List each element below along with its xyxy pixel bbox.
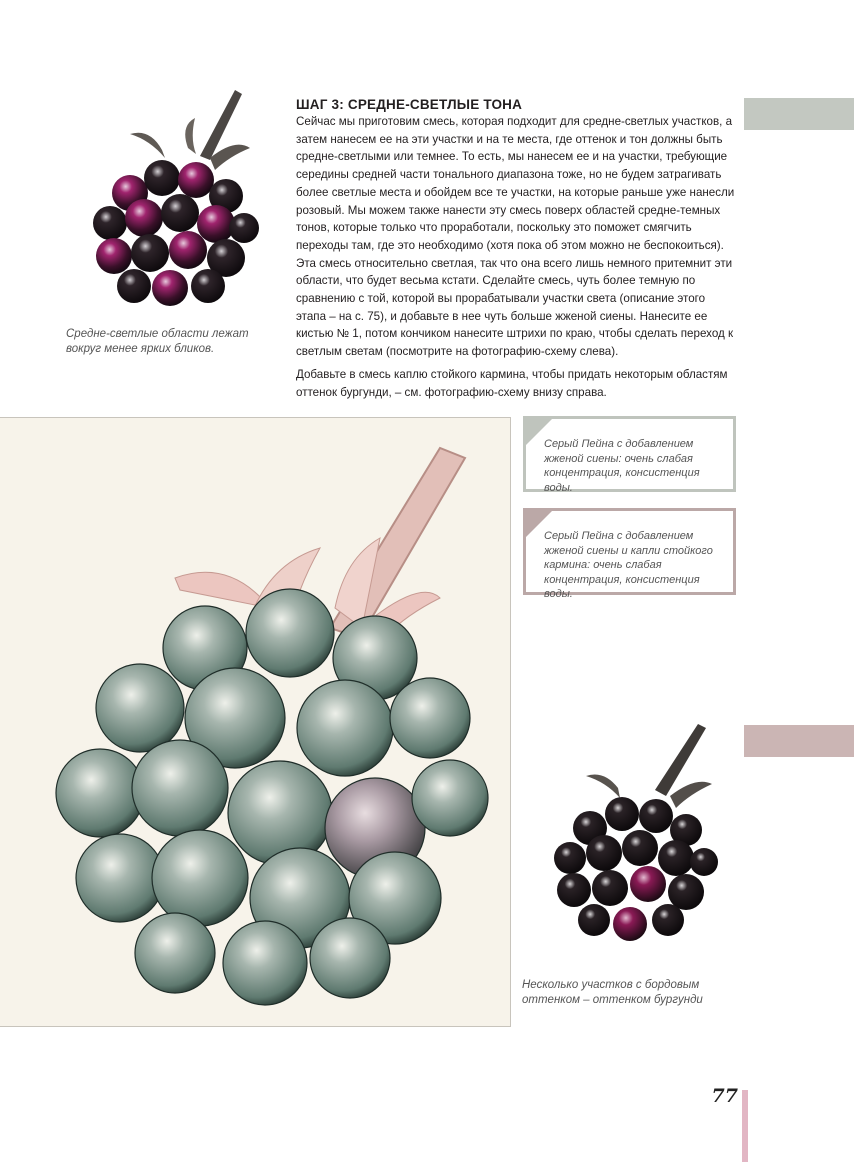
page-edge-bar bbox=[742, 1090, 748, 1162]
photo-caption-top: Средне-светлые области лежат вокруг менее ярких бликов. bbox=[66, 328, 249, 355]
swatch-1-text: Серый Пейна с добавлением жженой сиены: очень слабая концентрация, консистенция воды. bbox=[544, 438, 700, 494]
watercolor-painting bbox=[0, 417, 511, 1027]
blackberry-photo-burgundy-areas bbox=[530, 718, 730, 958]
color-swatch-paynes-grey-burnt-sienna bbox=[523, 416, 736, 492]
side-color-tab-grey bbox=[744, 98, 854, 130]
body-paragraph-2: Добавьте в смесь каплю стойкого кармина, чтобы придать некоторым областям оттенок бургунди, – см. фотографию-схему внизу справа. bbox=[296, 367, 728, 399]
side-color-tab-pink bbox=[744, 725, 854, 757]
page-number: 77 bbox=[711, 1085, 738, 1107]
step-body bbox=[296, 113, 736, 401]
color-swatch-paynes-grey-burnt-sienna-carmine bbox=[523, 508, 736, 600]
step-heading: ШАГ 3: СРЕДНЕ-СВЕТЛЫЕ ТОНА bbox=[296, 97, 523, 112]
blackberry-photo-magenta-highlights bbox=[70, 78, 270, 318]
blackberry-watercolor-illustration bbox=[0, 418, 510, 1026]
swatch-2-text: Серый Пейна с добавлением жженой сиены и капли стойкого кармина: очень слабая концентрация, консистенция воды. bbox=[544, 530, 713, 600]
body-paragraph-1: Сейчас мы приготовим смесь, которая подходит для средне-светлых участков, а затем нанесем ее на эти участки и на те места, где оттенок и тон должны быть средне-светлыми или темнее. То есть, мы нанесем ее и на участки, требующие середины средней части тонального диапазона тоже, но не будем затрагивать более светлые места и обойдем все те участки, на которые раньше уже нанесли розовый. Мы можем также нанести эту смесь поверх областей средне-темных тонов, которые только что проработали, поскольку это поможет смягчить переходы там, где это необходимо (хотя пока об этом можно не беспокоиться). Эта смесь относительно светлая, так что она всего лишь немного притемнит эти области, что будет весьма кстати. Сделайте смесь, чуть более темную по сравнению с той, которой вы прорабатывали участки света (описание этого этапа – на с. 75), и добавьте в нее чуть больше жженой сиены. Нанесите ее кистью № 1, потом кончиком нанесите штрихи по краю, чтобы сделать переход к светлым светам (посмотрите на фотографию-схему слева). bbox=[296, 115, 735, 359]
photo-caption-bottom: Несколько участков с бордовым оттенком – оттенком бургунди bbox=[522, 979, 703, 1006]
